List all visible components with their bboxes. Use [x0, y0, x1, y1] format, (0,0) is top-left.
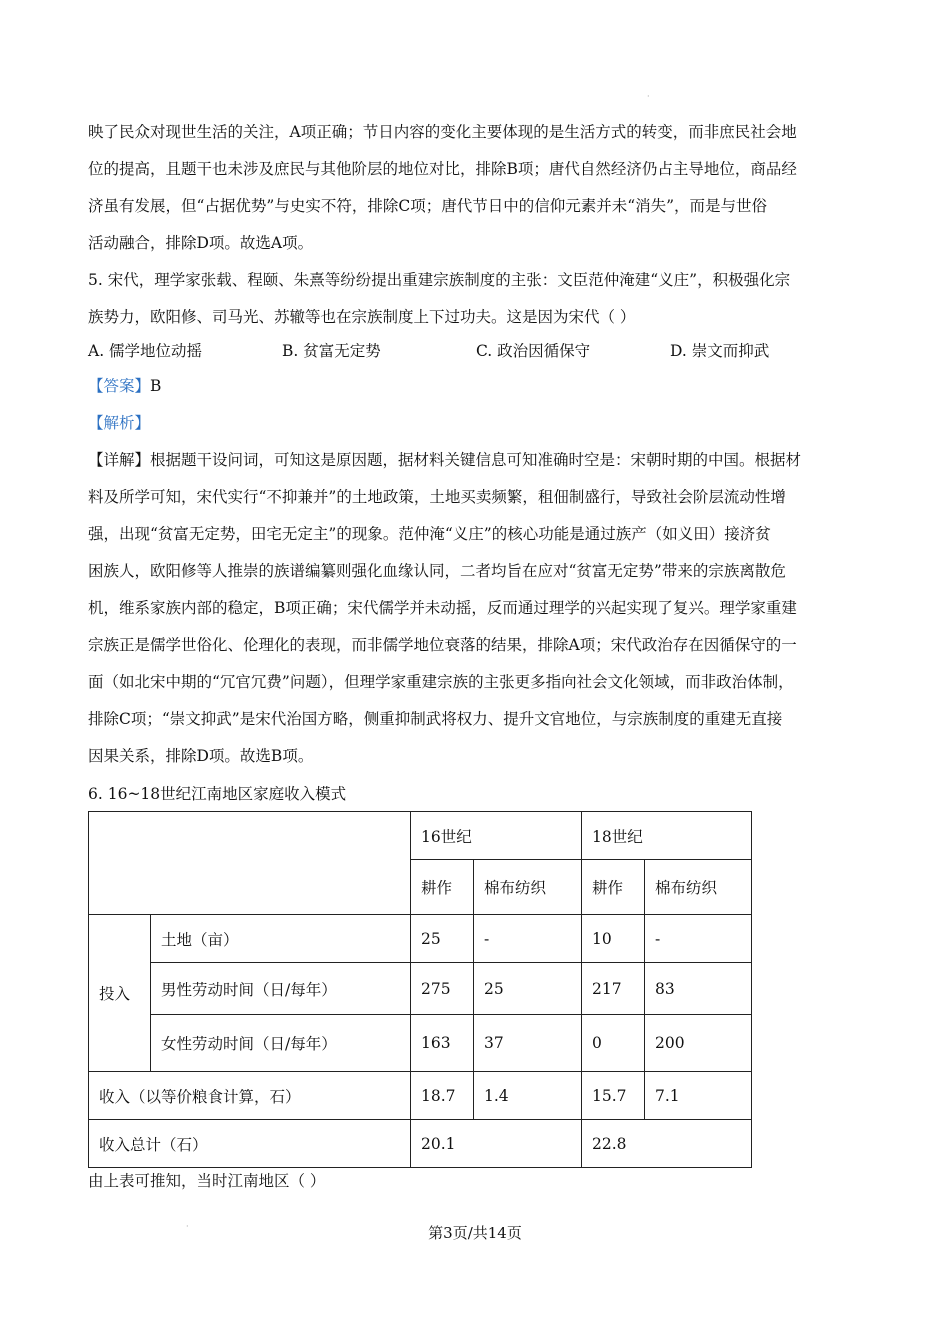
scan-dot: · [186, 1222, 189, 1231]
table-cell: 22.8 [582, 1120, 752, 1168]
table-corner-cell [89, 812, 411, 915]
table-row [89, 1120, 752, 1168]
table-cell: 275 [411, 963, 474, 1015]
text-line: 强，出现“贫富无定势，田宅无定主”的现象。范仲淹“义庄”的核心功能是通过族产（如义田）接济贫 [88, 525, 771, 543]
table-cell: 37 [474, 1015, 582, 1072]
text-line: 困族人，欧阳修等人推崇的族谱编纂则强化血缘认同，二者均旨在应对“贫富无定势”带来的宗族离散危 [88, 562, 786, 580]
table-cell: 7.1 [645, 1072, 752, 1120]
text-line: 映了民众对现世生活的关注，A项正确；节日内容的变化主要体现的是生活方式的转变，而非庶民社会地 [88, 123, 797, 141]
text-line: 活动融合，排除D项。故选A项。 [88, 234, 314, 252]
row-label: 女性劳动时间（日/每年） [151, 1015, 411, 1072]
header-farming: 耕作 [582, 860, 645, 915]
option-c: C. 政治因循保守 [476, 342, 591, 360]
table-cell: 25 [411, 915, 474, 963]
answer-value: B [150, 377, 162, 395]
table-cell: 25 [474, 963, 582, 1015]
table-cell: 200 [645, 1015, 752, 1072]
header-16th-century: 16世纪 [411, 812, 582, 860]
answer-tag: 【答案】 [88, 377, 151, 395]
detail-tag: 【详解】 [88, 451, 151, 469]
header-cloth: 棉布纺织 [474, 860, 582, 915]
income-label: 收入（以等价粮食计算，石） [89, 1072, 411, 1120]
income-table [88, 811, 752, 1168]
question-5-detail [88, 442, 866, 775]
text-line: 族势力，欧阳修、司马光、苏辙等也在宗族制度上下过功夫。这是因为宋代（ ） [88, 308, 636, 326]
analysis-tag: 【解析】 [88, 414, 151, 432]
option-a: A. 儒学地位动摇 [88, 342, 203, 360]
option-d: D. 崇文而抑武 [670, 342, 770, 360]
text-line: 机，维系家族内部的稳定，B项正确；宋代儒学并未动摇，反而通过理学的兴起实现了复兴。理学家重建 [88, 599, 797, 617]
text-line: 根据题干设问词，可知这是原因题，据材料关键信息可知准确时空是：宋朝时期的中国。根据材 [150, 451, 802, 469]
row-label: 男性劳动时间（日/每年） [151, 963, 411, 1015]
question-5-stem [88, 262, 866, 336]
previous-analysis-paragraph [88, 114, 866, 262]
table-cell: - [645, 915, 752, 963]
text-line: 5. 宋代，理学家张载、程颐、朱熹等纷纷提出重建宗族制度的主张：文臣范仲淹建“义庄”，积极强化宗 [88, 271, 791, 289]
table-cell: 10 [582, 915, 645, 963]
table-cell: 217 [582, 963, 645, 1015]
text-line: 位的提高，且题干也未涉及庶民与其他阶层的地位对比，排除B项；唐代自然经济仍占主导地位，商品经 [88, 160, 797, 178]
table-row [89, 1015, 752, 1072]
input-label: 投入 [89, 915, 151, 1072]
table-row [89, 1072, 752, 1120]
header-farming: 耕作 [411, 860, 474, 915]
total-label: 收入总计（石） [89, 1120, 411, 1168]
text-line: 面（如北宋中期的“冗官冗费”问题），但理学家重建宗族的主张更多指向社会文化领域，而非政治体制， [88, 673, 794, 691]
text-line: 济虽有发展，但“占据优势”与史实不符，排除C项；唐代节日中的信仰元素并未“消失”，而是与世俗 [88, 197, 768, 215]
header-18th-century: 18世纪 [582, 812, 752, 860]
page-number: 第3页/共14页 [428, 1224, 522, 1242]
question-6-title: 6. 16~18世纪江南地区家庭收入模式 [88, 785, 347, 803]
question-5-options [88, 336, 866, 366]
table-cell: 0 [582, 1015, 645, 1072]
question-6-prompt: 由上表可推知，当时江南地区（ ） [88, 1172, 326, 1190]
table-cell: 1.4 [474, 1072, 582, 1120]
table-cell: - [474, 915, 582, 963]
table-cell: 163 [411, 1015, 474, 1072]
text-line: 宗族正是儒学世俗化、伦理化的表现，而非儒学地位衰落的结果，排除A项；宋代政治存在因循保守的一 [88, 636, 797, 654]
text-line: 料及所学可知，宋代实行“不抑兼并”的土地政策，土地买卖频繁，租佃制盛行，导致社会阶层流动性增 [88, 488, 786, 506]
table-cell: 18.7 [411, 1072, 474, 1120]
table-row [89, 963, 752, 1015]
table-row [89, 915, 752, 963]
scan-dot: · [647, 92, 650, 101]
text-line: 排除C项；“崇文抑武”是宋代治国方略，侧重抑制武将权力、提升文官地位，与宗族制度的重建无直接 [88, 710, 783, 728]
header-cloth: 棉布纺织 [645, 860, 752, 915]
text-line: 因果关系，排除D项。故选B项。 [88, 747, 314, 765]
table-cell: 15.7 [582, 1072, 645, 1120]
table-cell: 83 [645, 963, 752, 1015]
question-5-answer [88, 368, 866, 442]
option-b: B. 贫富无定势 [282, 342, 381, 360]
row-label: 土地（亩） [151, 915, 411, 963]
table-cell: 20.1 [411, 1120, 582, 1168]
